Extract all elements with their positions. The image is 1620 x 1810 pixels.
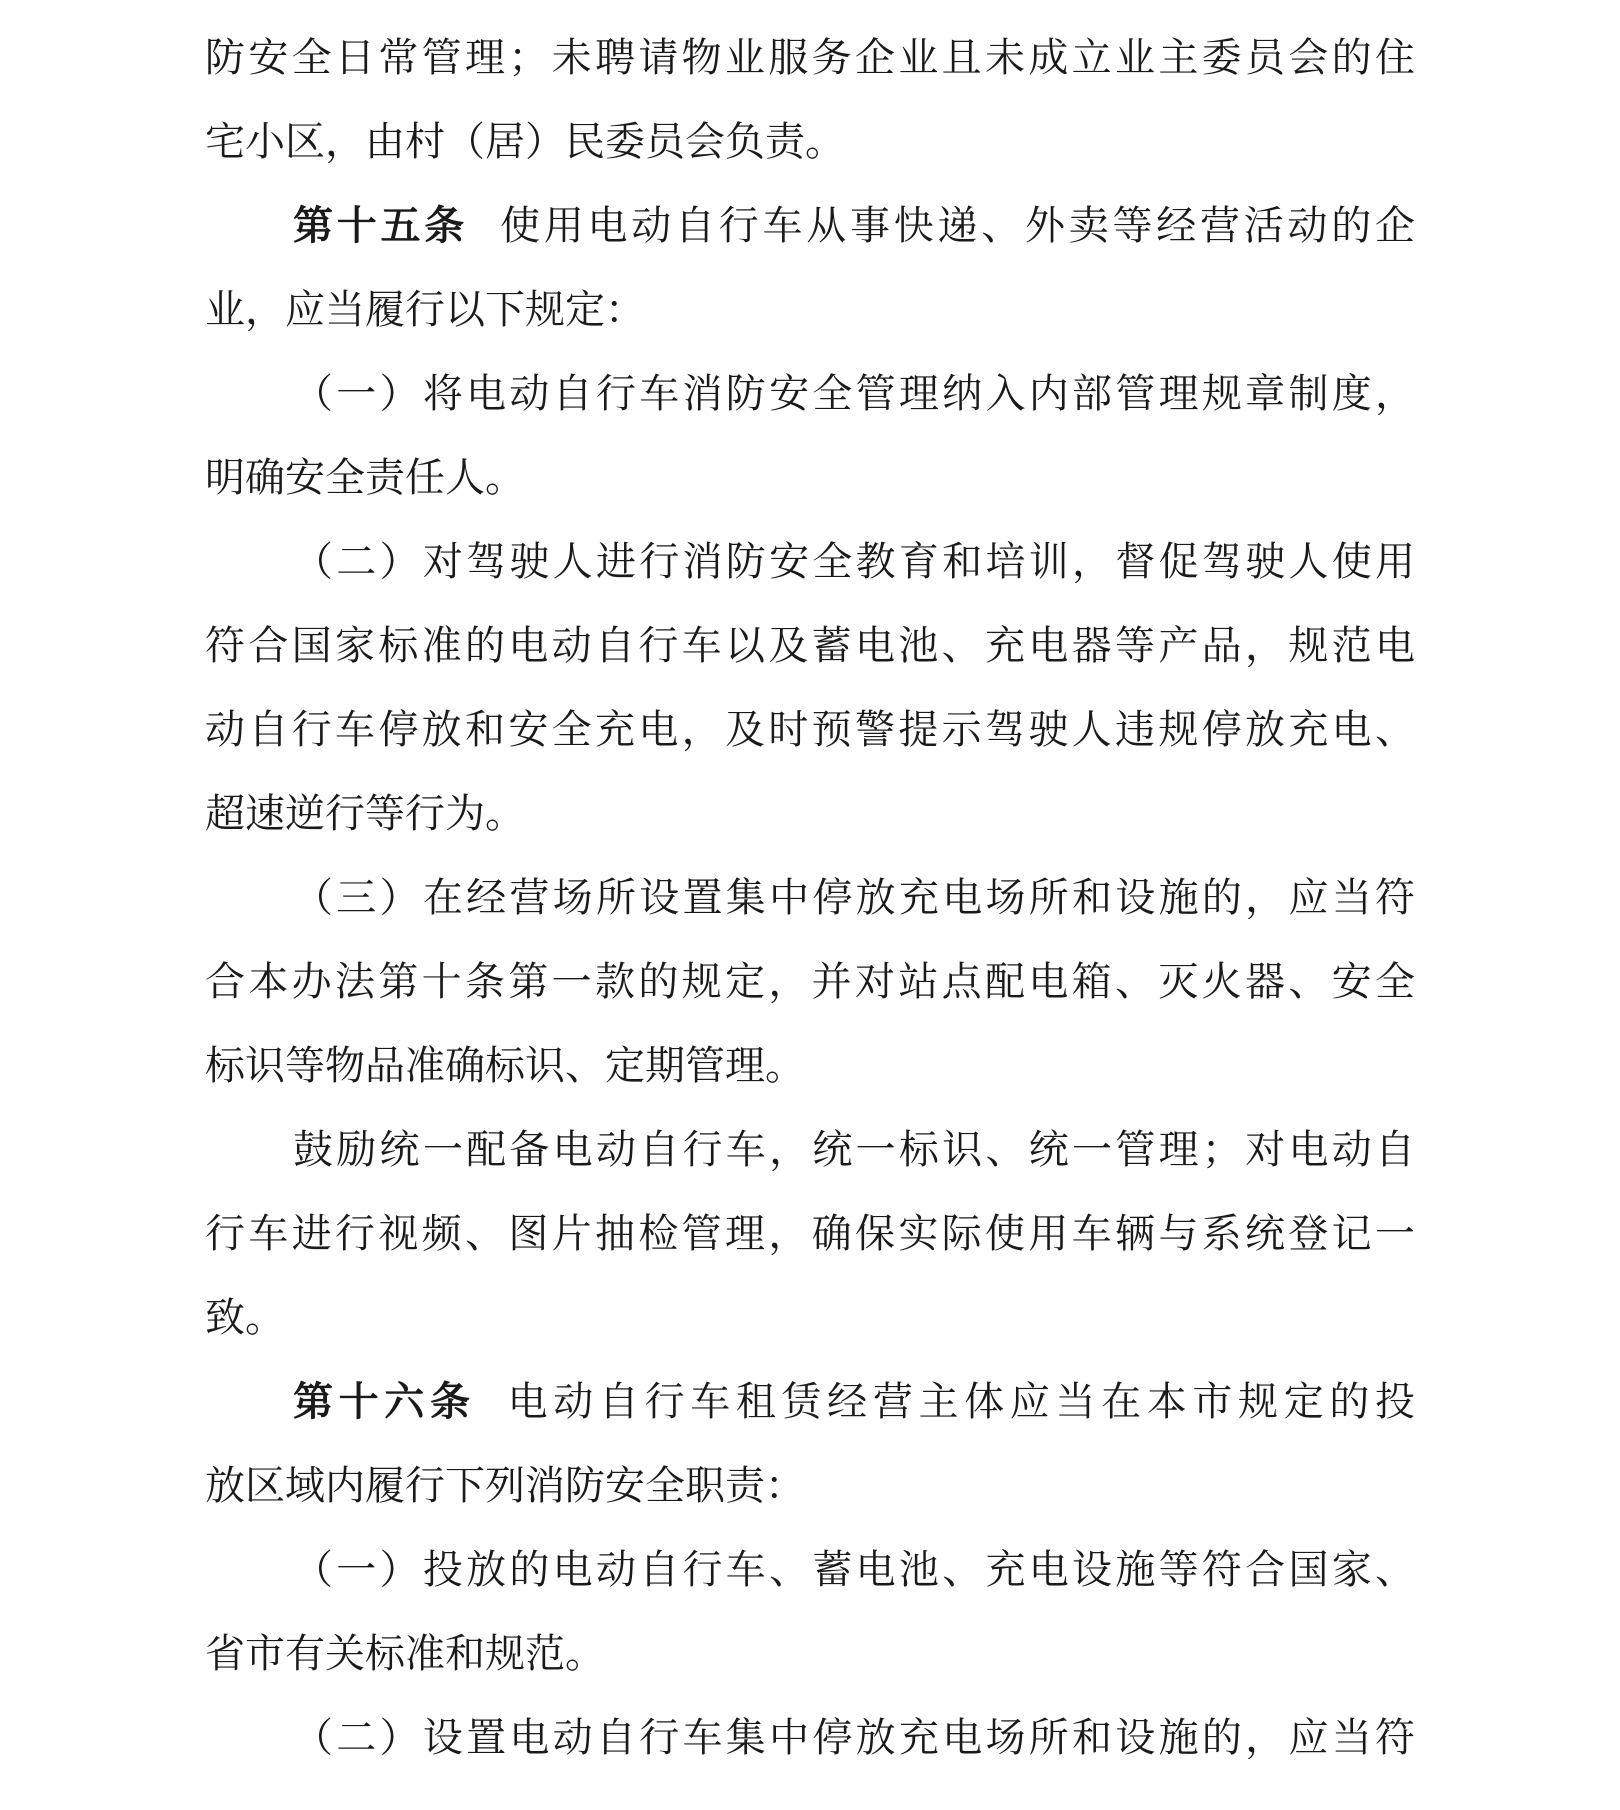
text-line-12 [205,940,1415,1024]
text-line-15 [205,1192,1415,1276]
clause-3-line [205,856,1415,940]
clause-2-line [205,520,1415,604]
article-label: 第十六条 [293,1379,476,1425]
line-text: 省市有关标准和规范。 [205,1631,605,1677]
line-text: 明确安全责任人。 [205,455,525,501]
line-text: 鼓励统一配备电动自行车，统一标识、统一管理；对电动自 [293,1127,1415,1173]
article-15-heading-line [205,184,1415,268]
line-text: （一）将电动自行车消防安全管理纳入内部管理规章制度， [293,371,1415,417]
line-text: （三）在经营场所设置集中停放充电场所和设施的，应当符 [293,875,1415,921]
line-text: （一）投放的电动自行车、蓄电池、充电设施等符合国家、 [293,1547,1415,1593]
line-text: 动自行车停放和安全充电，及时预警提示驾驶人违规停放充电、 [205,707,1415,753]
text-line-6 [205,436,1415,520]
line-text: 合本办法第十条第一款的规定，并对站点配电箱、灭火器、安全 [205,959,1415,1005]
article-16-heading-line [205,1360,1415,1444]
clause-1-line-b [205,1528,1415,1612]
text-line-13 [205,1024,1415,1108]
line-text: 使用电动自行车从事快递、外卖等经营活动的企 [500,203,1415,249]
clause-2-line-b [205,1696,1415,1780]
line-text: （二）设置电动自行车集中停放充电场所和设施的，应当符 [293,1715,1415,1761]
text-line-20 [205,1612,1415,1696]
article-label: 第十五条 [293,203,468,249]
line-text: 宅小区，由村（居）民委员会负责。 [205,119,845,165]
text-line-9 [205,688,1415,772]
text-line-8 [205,604,1415,688]
line-text: 超速逆行等行为。 [205,791,525,837]
line-text: 符合国家标准的电动自行车以及蓄电池、充电器等产品，规范电 [205,623,1415,669]
line-text: 行车进行视频、图片抽检管理，确保实际使用车辆与系统登记一 [205,1211,1415,1257]
line-text: （二）对驾驶人进行消防安全教育和培训，督促驾驶人使用 [293,539,1415,585]
line-text: 致。 [205,1295,285,1341]
line-text: 电动自行车租赁经营主体应当在本市规定的投 [507,1379,1415,1425]
text-line-18 [205,1444,1415,1528]
line-text: 放区域内履行下列消防安全职责： [205,1463,805,1509]
line-text: 防安全日常管理；未聘请物业服务企业且未成立业主委员会的住 [205,35,1415,81]
clause-1-line [205,352,1415,436]
line-text: 业，应当履行以下规定： [205,287,645,333]
encourage-paragraph-line [205,1108,1415,1192]
text-line-16 [205,1276,1415,1360]
line-text: 标识等物品准确标识、定期管理。 [205,1043,805,1089]
text-line-10 [205,772,1415,856]
text-line-2 [205,100,1415,184]
text-line-1 [205,16,1415,100]
text-line-4 [205,268,1415,352]
